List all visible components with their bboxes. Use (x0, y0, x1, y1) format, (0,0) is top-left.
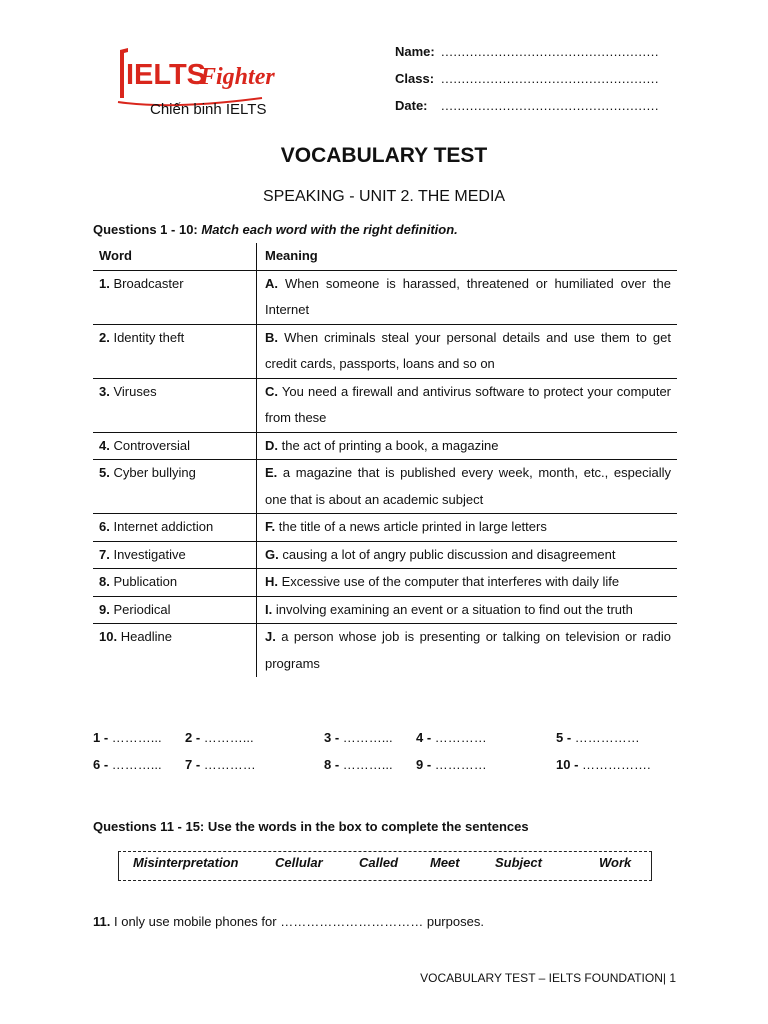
table-row (93, 460, 677, 514)
meaning-cell (257, 432, 678, 460)
page-footer: VOCABULARY TEST – IELTS FOUNDATION| 1 (420, 971, 676, 985)
answer-blank[interactable]: 4 - ………… (416, 730, 487, 745)
name-field[interactable] (395, 44, 659, 71)
logo-tagline: Chiến binh IELTS (150, 101, 267, 118)
table-row (93, 624, 677, 678)
word-text: Viruses (113, 383, 157, 399)
word-text: Headline (120, 629, 173, 644)
word-text: Periodical (113, 601, 171, 617)
student-info (395, 44, 659, 125)
meaning-text: causing a lot of angry public discussion and disagreement (282, 546, 616, 562)
word-text: Cyber bullying (113, 465, 196, 480)
meaning-letter: H. (265, 574, 278, 589)
meaning-letter: B. (265, 329, 278, 345)
question-number: 11. (93, 914, 111, 929)
box-word: Work (599, 855, 632, 870)
meaning-text: the act of printing a book, a magazine (281, 437, 499, 453)
table-row (93, 541, 677, 569)
word-text: Publication (113, 574, 178, 589)
meaning-text: When someone is harassed, threatened or humiliated over the Internet (265, 275, 671, 317)
word-number: 10. (99, 629, 118, 644)
meaning-text: a magazine that is published every week, month, etc., especially one that is about an academic subject (265, 465, 671, 507)
word-cell (93, 596, 257, 624)
col-meaning-header: Meaning (257, 243, 678, 270)
word-text: Controversial (113, 437, 191, 453)
meaning-text: You need a firewall and antivirus software to protect your computer from these (265, 383, 671, 425)
meaning-cell (257, 569, 678, 597)
answer-blank[interactable]: …………………………… (280, 914, 424, 929)
meaning-cell (257, 270, 678, 324)
date-field[interactable] (395, 98, 659, 125)
answer-blank[interactable]: 7 - ………… (185, 757, 256, 772)
word-cell (93, 378, 257, 432)
word-number: 8. (99, 574, 110, 589)
question-text-after: purposes. (426, 914, 484, 929)
word-number: 5. (99, 465, 110, 480)
box-word: Called (359, 855, 399, 870)
section2-heading: Questions 11 - 15: Use the words in the box to complete the sentences (93, 819, 529, 834)
answer-blank[interactable]: 10 - ……………. (556, 757, 651, 772)
meaning-cell (257, 624, 678, 678)
word-cell (93, 541, 257, 569)
table-row (93, 270, 677, 324)
table-row (93, 514, 677, 542)
section1-heading (93, 222, 458, 237)
table-header-row (93, 243, 677, 270)
word-text: Internet addiction (113, 519, 214, 534)
meaning-letter: J. (265, 629, 276, 644)
word-cell (93, 624, 257, 678)
word-text: Identity theft (113, 329, 185, 345)
meaning-letter: F. (265, 519, 276, 534)
meaning-cell (257, 541, 678, 569)
class-blank: ..................................................... (441, 71, 659, 86)
word-number: 2. (99, 329, 110, 345)
meaning-letter: I. (265, 601, 273, 617)
meaning-cell (257, 596, 678, 624)
class-label: Class: (395, 71, 435, 86)
meaning-letter: A. (265, 275, 278, 291)
word-text: Broadcaster (113, 275, 184, 291)
date-blank: ..................................................... (441, 98, 659, 113)
logo-main-text: IELTS (126, 59, 207, 91)
meaning-text: the title of a news article printed in large letters (278, 519, 547, 534)
question-11 (93, 914, 484, 929)
word-cell (93, 514, 257, 542)
word-number: 1. (99, 275, 110, 291)
meaning-letter: D. (265, 437, 278, 453)
date-label: Date: (395, 98, 428, 113)
box-word: Cellular (275, 855, 323, 870)
box-word: Misinterpretation (133, 855, 239, 870)
answer-blank[interactable]: 8 - ………... (324, 757, 393, 772)
word-number: 6. (99, 519, 110, 534)
box-word: Subject (495, 855, 542, 870)
meaning-text: When criminals steal your personal details and use them to get credit cards, passports, loans and so on (265, 329, 671, 371)
word-cell (93, 569, 257, 597)
ielts-fighter-logo (112, 40, 312, 120)
answer-blank[interactable]: 1 - ………... (93, 730, 162, 745)
meaning-text: Excessive use of the computer that interferes with daily life (281, 574, 620, 589)
page-subtitle: SPEAKING - UNIT 2. THE MEDIA (262, 188, 506, 205)
name-label: Name: (395, 44, 435, 59)
class-field[interactable] (395, 71, 659, 98)
answer-blank[interactable]: 2 - ………... (185, 730, 254, 745)
word-cell (93, 324, 257, 378)
table-row (93, 324, 677, 378)
meaning-cell (257, 514, 678, 542)
word-cell (93, 432, 257, 460)
answer-blank[interactable]: 3 - ………... (324, 730, 393, 745)
page-title: VOCABULARY TEST (280, 144, 488, 167)
vocabulary-table (93, 243, 677, 677)
word-box (118, 851, 652, 881)
answer-blank[interactable]: 6 - ………... (93, 757, 162, 772)
word-cell (93, 270, 257, 324)
section1-label: Questions 1 - 10: (93, 222, 198, 237)
logo-script-text: Fighter (200, 64, 275, 90)
meaning-text: involving examining an event or a situation to find out the truth (275, 601, 633, 617)
question-text-before: I only use mobile phones for (113, 914, 277, 929)
meaning-cell (257, 378, 678, 432)
table-row (93, 378, 677, 432)
word-cell (93, 460, 257, 514)
section1-instruction: Match each word with the right definition. (201, 222, 458, 237)
answer-blank[interactable]: 5 - …………… (556, 730, 640, 745)
meaning-text: a person whose job is presenting or talking on television or radio programs (265, 629, 671, 671)
table-row (93, 432, 677, 460)
meaning-letter: G. (265, 546, 279, 562)
meaning-cell (257, 324, 678, 378)
answer-blank[interactable]: 9 - ………… (416, 757, 487, 772)
meaning-letter: C. (265, 383, 278, 399)
word-number: 4. (99, 437, 110, 453)
col-word-header: Word (93, 243, 257, 270)
table-row (93, 569, 677, 597)
meaning-letter: E. (265, 465, 278, 480)
table-row (93, 596, 677, 624)
word-number: 3. (99, 383, 110, 399)
box-word: Meet (430, 855, 460, 870)
word-number: 9. (99, 601, 110, 617)
name-blank: ..................................................... (441, 44, 659, 59)
meaning-cell (257, 460, 678, 514)
word-text: Investigative (113, 546, 186, 562)
word-number: 7. (99, 546, 110, 562)
